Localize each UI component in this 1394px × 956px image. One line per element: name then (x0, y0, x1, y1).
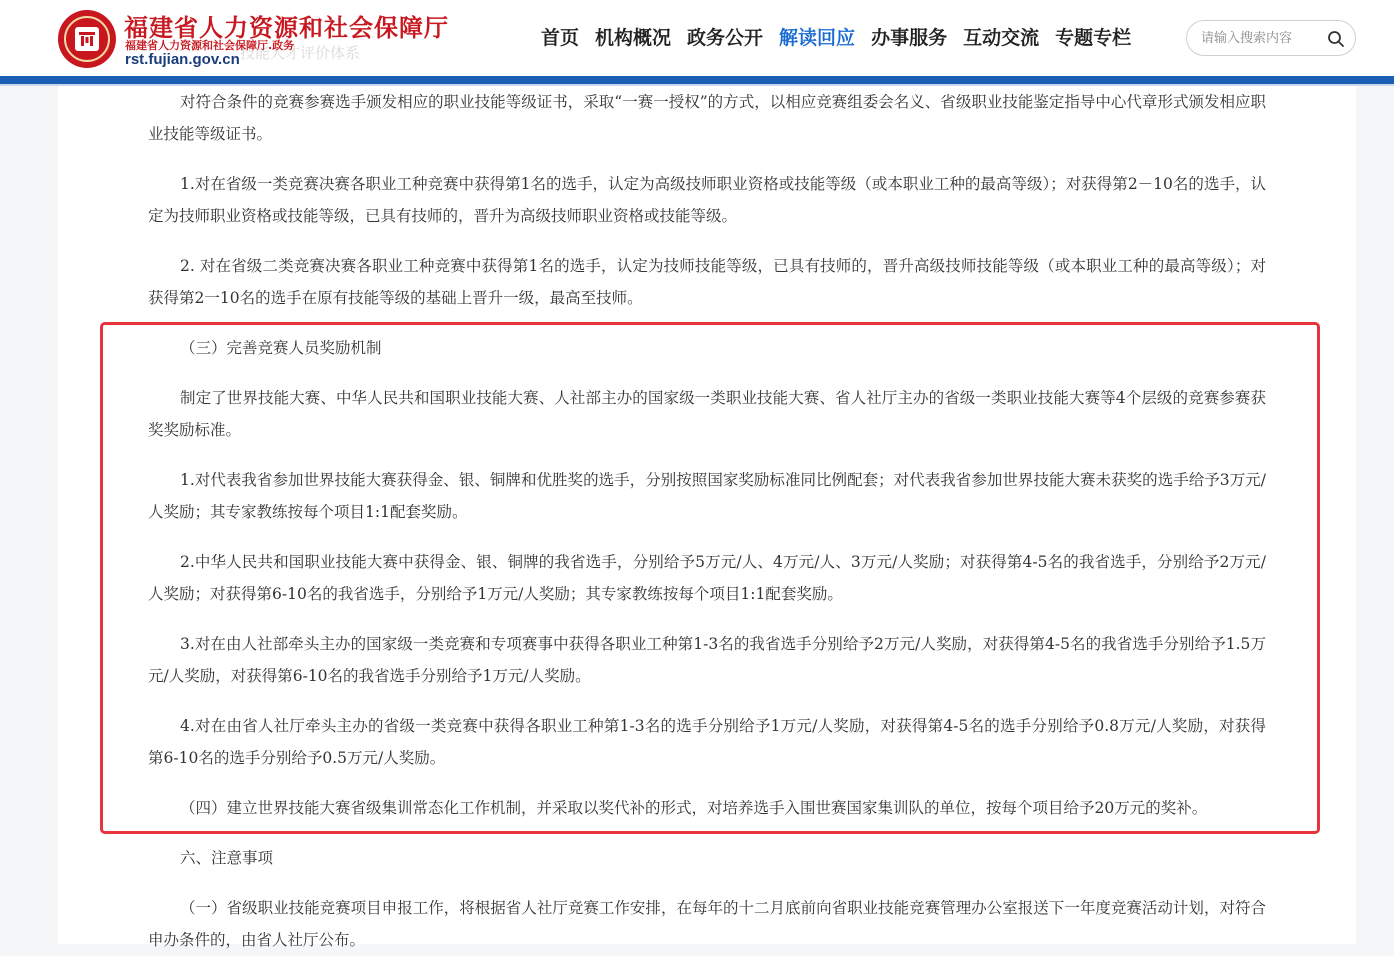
search-box (1186, 20, 1356, 56)
header-accent-bar (0, 76, 1394, 84)
section-heading: 六、注意事项 (180, 849, 274, 867)
nav-item-gov-affairs[interactable]: 政务公开 (687, 27, 764, 49)
nav-item-topics[interactable]: 专题专栏 (1055, 27, 1132, 49)
site-emblem-icon[interactable] (58, 10, 116, 68)
article-content (58, 86, 1356, 949)
nav-item-home[interactable]: 首页 (541, 27, 580, 49)
article-paragraph: 1.对代表我省参加世界技能大赛获得金、银、铜牌和优胜奖的选手，分别按照国家奖励标准同比例配套；对代表我省参加世界技能大赛未获奖的选手给予3万元/人奖励；其专家教练按每个项目1:1配套奖励。 (148, 471, 1266, 521)
article-paragraph: 4.对在由省人社厅牵头主办的省级一类竞赛中获得各职业工种第1-3名的选手分别给予1万元/人奖励，对获得第4-5名的选手分别给予0.8万元/人奖励，对获得第6-10名的选手分别给予0.5万元/人奖励。 (148, 717, 1266, 767)
emblem-ring (64, 16, 110, 62)
article-paragraph: （一）省级职业技能竞赛项目申报工作，将根据省人社厅竞赛工作安排，在每年的十二月底前向省职业技能竞赛管理办公室报送下一年度竞赛活动计划，对符合申办条件的，由省人社厅公布。 (148, 899, 1266, 949)
article-paragraph: 对符合条件的竞赛参赛选手颁发相应的职业技能等级证书，采取“一赛一授权”的方式，以相应竞赛组委会名义、省级职业技能鉴定指导中心代章形式颁发相应职业技能等级证书。 (148, 93, 1266, 143)
nav-item-interpretation[interactable]: 解读回应 (779, 27, 856, 49)
article-paragraph: 3.对在由人社部牵头主办的国家级一类竞赛和专项赛事中获得各职业工种第1-3名的我省选手分别给予2万元/人奖励，对获得第4-5名的我省选手分别给予1.5万元/人奖励，对获得第6-10名的我省选手分别给予1万元/人奖励。 (148, 635, 1266, 685)
nav-item-services[interactable]: 办事服务 (871, 27, 948, 49)
main-nav (533, 24, 1139, 52)
search-icon[interactable] (1327, 30, 1345, 48)
article-paragraph: 2.中华人民共和国职业技能大赛中获得金、银、铜牌的我省选手，分别给予5万元/人、4万元/人、3万元/人奖励；对获得第4-5名的我省选手，分别给予2万元/人奖励；对获得第6-10名的我省选手，分别给予1万元/人奖励；其专家教练按每个项目1:1配套奖励。 (148, 553, 1266, 603)
article-paragraph: 制定了世界技能大赛、中华人民共和国职业技能大赛、人社部主办的国家级一类职业技能大赛、省人社厅主办的省级一类职业技能大赛等4个层级的竞赛参赛获奖奖励标准。 (148, 389, 1266, 439)
site-subtitle: 福建省人力资源和社会保障厅.政务 (125, 39, 295, 52)
emblem-core (75, 27, 99, 51)
search-input[interactable] (1201, 27, 1321, 49)
article-paragraph: 1.对在省级一类竞赛决赛各职业工种竞赛中获得第1名的选手，认定为高级技师职业资格或技能等级（或本职业工种的最高等级）；对获得第2－10名的选手，认定为技师职业资格或技能等级，已具有技师的，晋升为高级技师职业资格或技能等级。 (148, 175, 1266, 225)
article-paragraph: （四）建立世界技能大赛省级集训常态化工作机制，并采取以奖代补的形式，对培养选手入围世赛国家集训队的单位，按每个项目给予20万元的奖补。 (180, 799, 1208, 817)
breadcrumb-ghost-text: 技能人才评价体系 (240, 44, 361, 62)
section-heading: （三）完善竞赛人员奖励机制 (180, 339, 382, 357)
article-paragraph: 2. 对在省级二类竞赛决赛各职业工种竞赛中获得第1名的选手，认定为技师技能等级，已具有技师的，晋升高级技师技能等级（或本职业工种的最高等级）；对获得第2一10名的选手在原有技能等级的基础上晋升一级，最高至技师。 (148, 257, 1266, 307)
emblem-glyph-icon (78, 31, 96, 47)
nav-item-interaction[interactable]: 互动交流 (963, 27, 1040, 49)
nav-item-about[interactable]: 机构概况 (595, 27, 672, 49)
site-header (0, 0, 1394, 76)
site-title[interactable]: 福建省人力资源和社会保障厅 (124, 13, 449, 42)
site-domain: rst.fujian.gov.cn (125, 51, 240, 68)
